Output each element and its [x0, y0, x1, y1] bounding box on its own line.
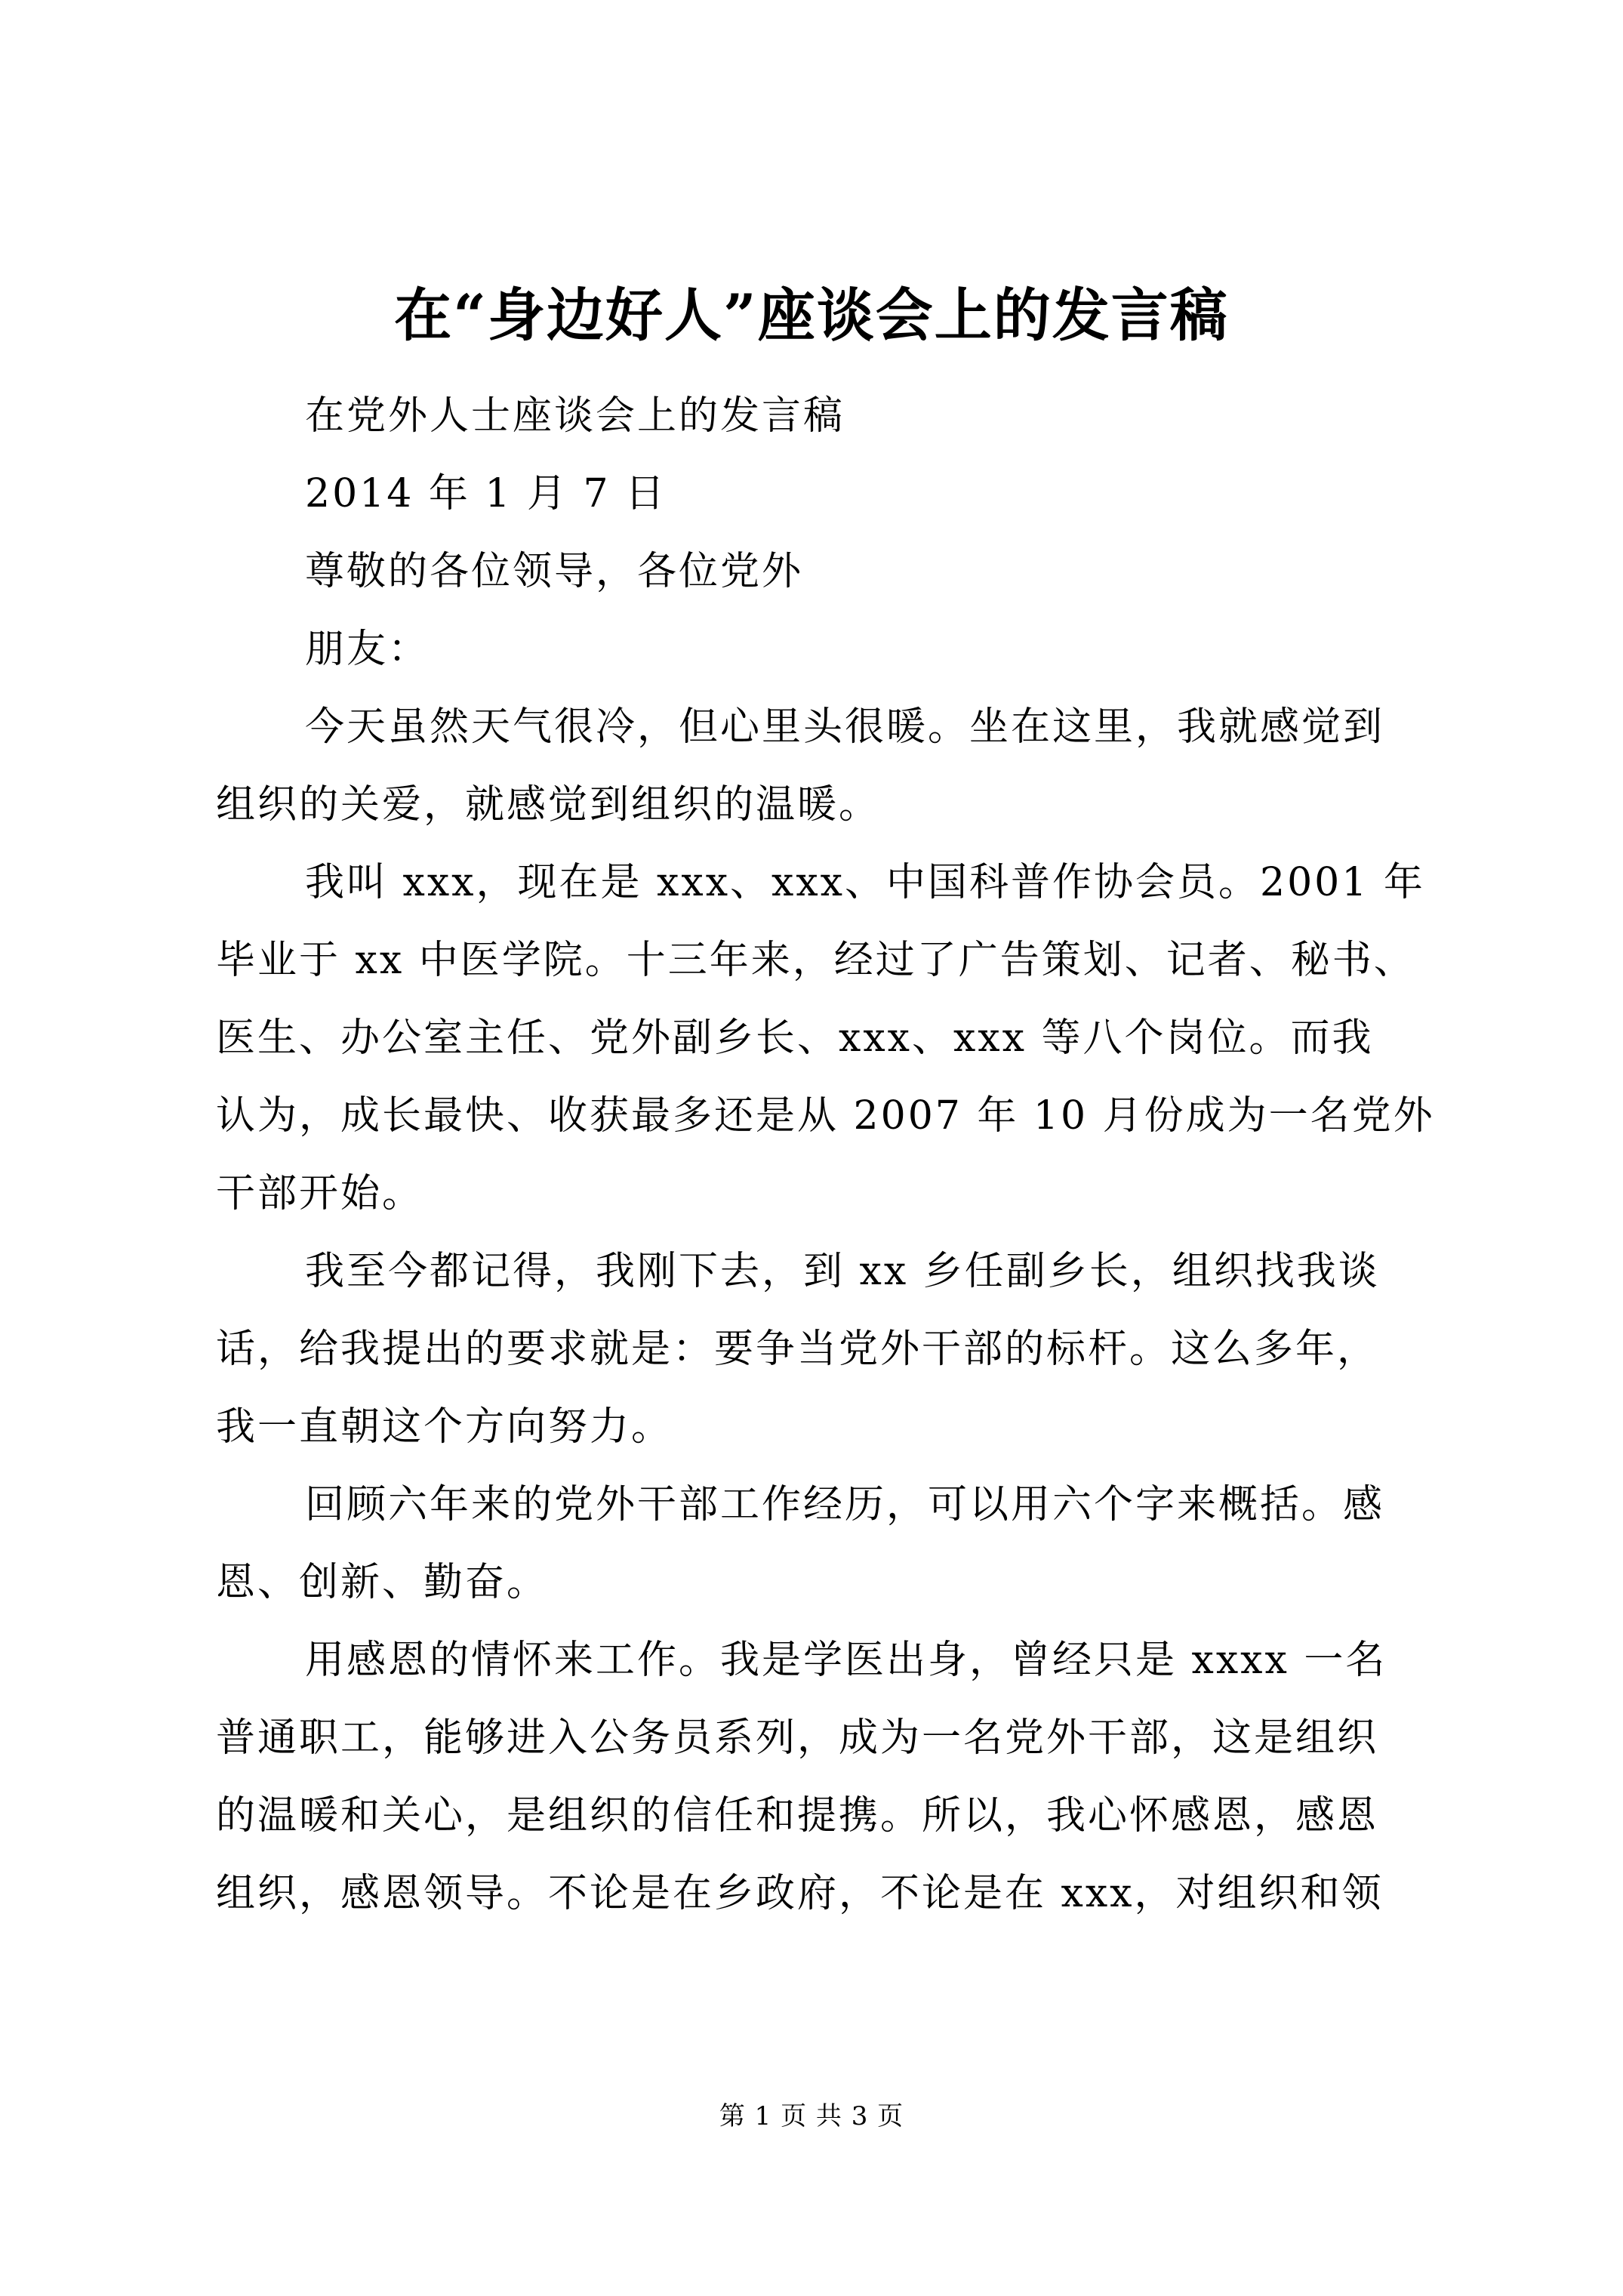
paragraph-line: 我至今都记得，我刚下去，到 xx 乡任副乡长，组织找我谈 — [305, 1249, 1380, 1294]
paragraph-line: 毕业于 xx 中医学院。十三年来，经过了广告策划、记者、秘书、 — [216, 938, 1415, 983]
page-footer: 第 1 页 共 3 页 — [719, 2101, 904, 2131]
paragraph-line: 回顾六年来的党外干部工作经历，可以用六个字来概括。感 — [305, 1482, 1385, 1527]
paragraph-line: 我叫 xxx，现在是 xxx、xxx、中国科普作协会员。2001 年 — [305, 860, 1425, 905]
paragraph-line: 我一直朝这个方向努力。 — [216, 1404, 673, 1450]
paragraph-line: 组织，感恩领导。不论是在乡政府，不论是在 xxx，对组织和领 — [216, 1871, 1384, 1916]
paragraph-line: 干部开始。 — [216, 1171, 424, 1216]
paragraph-line: 的温暖和关心，是组织的信任和提携。所以，我心怀感恩，感恩 — [216, 1793, 1379, 1838]
paragraph-line: 话，给我提出的要求就是：要争当党外干部的标杆。这么多年， — [216, 1327, 1379, 1372]
document-body — [216, 378, 1435, 1933]
paragraph-line: 恩、创新、勤奋。 — [216, 1560, 549, 1605]
paragraph-line: 组织的关爱，就感觉到组织的温暖。 — [216, 782, 881, 827]
date-line: 2014 年 1 月 7 日 — [305, 471, 667, 516]
salutation-line: 朋友： — [305, 627, 430, 672]
paragraph-line: 普通职工，能够进入公务员系列，成为一名党外干部，这是组织 — [216, 1715, 1379, 1761]
salutation-line: 尊敬的各位领导，各位党外 — [305, 549, 804, 594]
paragraph-line: 今天虽然天气很冷，但心里头很暖。坐在这里，我就感觉到 — [305, 704, 1385, 750]
document-title: 在“身边好人”座谈会上的发言稿 — [394, 282, 1229, 349]
paragraph-line: 用感恩的情怀来工作。我是学医出身，曾经只是 xxxx 一名 — [305, 1638, 1387, 1683]
paragraph-line: 医生、办公室主任、党外副乡长、xxx、xxx 等八个岗位。而我 — [216, 1015, 1374, 1061]
paragraph-line: 认为，成长最快、收获最多还是从 2007 年 10 月份成为一名党外 — [216, 1093, 1435, 1139]
subtitle-line: 在党外人士座谈会上的发言稿 — [305, 393, 845, 439]
